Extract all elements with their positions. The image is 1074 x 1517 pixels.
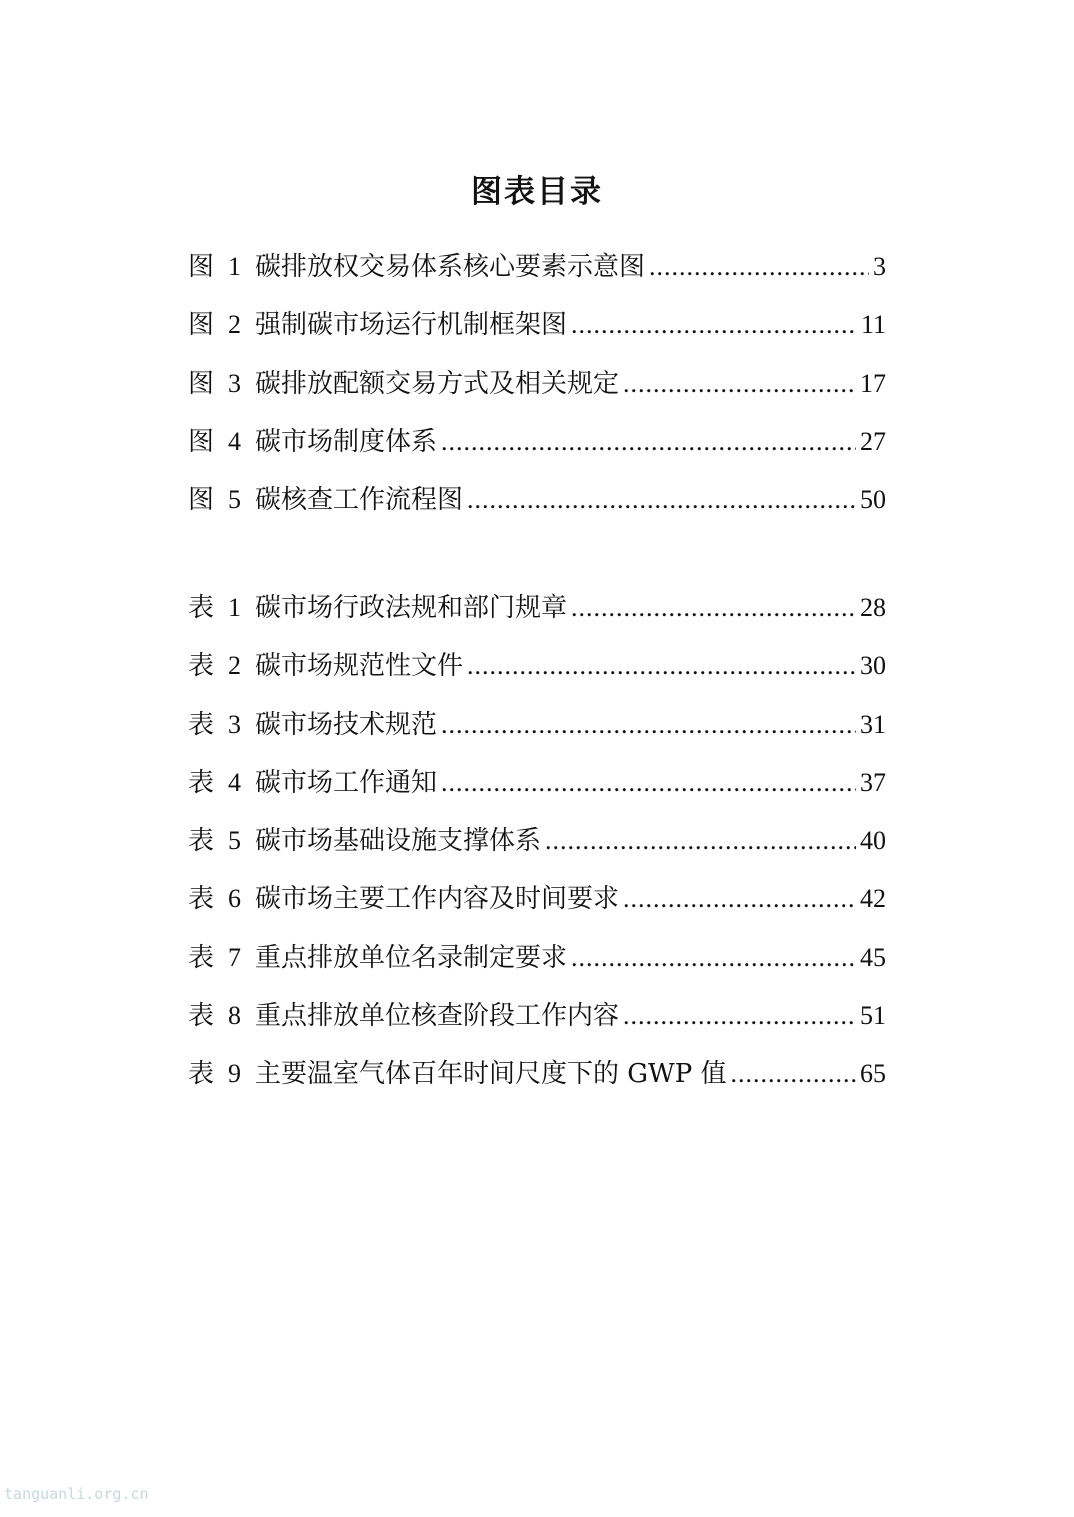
entry-page-number: 51 [860,1001,886,1031]
entry-page-number: 65 [860,1059,886,1089]
dot-leader [623,362,856,406]
entry-page-number: 42 [860,884,886,914]
entry-number: 5 [228,826,242,856]
entry-title: 重点排放单位核查阶段工作内容 [255,1001,620,1032]
dot-leader [441,761,856,805]
entry-prefix: 表 [188,767,215,798]
toc-entry-table-6[interactable] [188,877,886,935]
entry-number: 7 [228,942,242,972]
entry-prefix: 表 [188,1001,215,1032]
entry-number: 2 [228,651,242,681]
entry-number: 1 [228,252,242,281]
entry-title: 碳市场规范性文件 [255,651,464,682]
toc-entry-figure-3[interactable] [188,362,886,420]
entry-prefix: 图 [188,485,215,516]
entry-page-number: 3 [873,252,886,281]
toc-entry-table-1[interactable] [188,586,886,644]
entry-number: 4 [228,426,242,456]
entry-number: 5 [228,485,242,515]
dot-leader [467,644,856,688]
entry-page-number: 40 [860,826,886,856]
entry-prefix: 表 [188,1059,215,1090]
entry-title: 碳排放配额交易方式及相关规定 [255,368,620,399]
toc-entry-table-2[interactable] [188,644,886,702]
entry-prefix: 表 [188,651,215,682]
entry-number: 1 [228,593,242,622]
toc-entry-figure-1[interactable] [188,245,886,303]
dot-leader [545,819,856,863]
entry-title: 碳市场工作通知 [255,767,438,798]
entry-title: 碳市场基础设施支撑体系 [255,826,542,857]
dot-leader [623,994,856,1038]
entry-prefix: 表 [188,709,215,740]
toc-entry-figure-2[interactable] [188,303,886,361]
entry-title: 碳市场制度体系 [255,426,438,457]
dot-leader [441,703,856,747]
entry-prefix: 表 [188,826,215,857]
entry-title: 碳市场行政法规和部门规章 [255,593,568,623]
entry-title: 碳排放权交易体系核心要素示意图 [255,252,646,282]
entry-page-number: 31 [860,709,886,739]
entry-number: 8 [228,1001,242,1031]
toc-entry-table-8[interactable] [188,994,886,1052]
toc-entry-table-9[interactable] [188,1052,886,1110]
toc-entry-table-5[interactable] [188,819,886,877]
entry-prefix: 图 [188,252,215,282]
entry-title: 碳市场技术规范 [255,709,438,740]
dot-leader [571,586,856,630]
toc-entry-table-4[interactable] [188,761,886,819]
entry-prefix: 图 [188,426,215,457]
entry-number: 9 [228,1059,242,1089]
entry-page-number: 17 [860,368,886,398]
entry-title: 碳市场主要工作内容及时间要求 [255,884,620,915]
entry-page-number: 50 [860,485,886,515]
figure-list [188,245,886,536]
entry-title: 强制碳市场运行机制框架图 [255,310,568,341]
toc-entry-figure-5[interactable] [188,478,886,536]
page-title: 图表目录 [471,174,603,210]
dot-leader [467,478,856,522]
toc-entry-table-7[interactable] [188,936,886,994]
entry-prefix: 图 [188,310,215,341]
toc-entry-table-3[interactable] [188,703,886,761]
entry-number: 3 [228,709,242,739]
entry-number: 2 [228,310,242,340]
entry-page-number: 37 [860,767,886,797]
entry-number: 3 [228,368,242,398]
entry-prefix: 表 [188,593,215,623]
entry-prefix: 表 [188,942,215,973]
dot-leader [571,936,856,980]
entry-title: 碳核查工作流程图 [255,485,464,516]
dot-leader [441,420,856,464]
entry-page-number: 11 [860,310,886,340]
entry-prefix: 表 [188,884,215,915]
entry-page-number: 28 [860,593,886,622]
watermark: tanguanli.org.cn [4,1485,149,1503]
entry-number: 6 [228,884,242,914]
entry-page-number: 45 [860,942,886,972]
table-list [188,586,886,1111]
toc-entry-figure-4[interactable] [188,420,886,478]
entry-page-number: 27 [860,426,886,456]
entry-title: 主要温室气体百年时间尺度下的 GWP 值 [255,1059,727,1090]
entry-title: 重点排放单位名录制定要求 [255,942,568,973]
entry-prefix: 图 [188,368,215,399]
dot-leader [731,1052,856,1096]
dot-leader [623,877,856,921]
dot-leader [571,303,857,347]
entry-page-number: 30 [860,651,886,681]
dot-leader [649,245,869,289]
entry-number: 4 [228,767,242,797]
